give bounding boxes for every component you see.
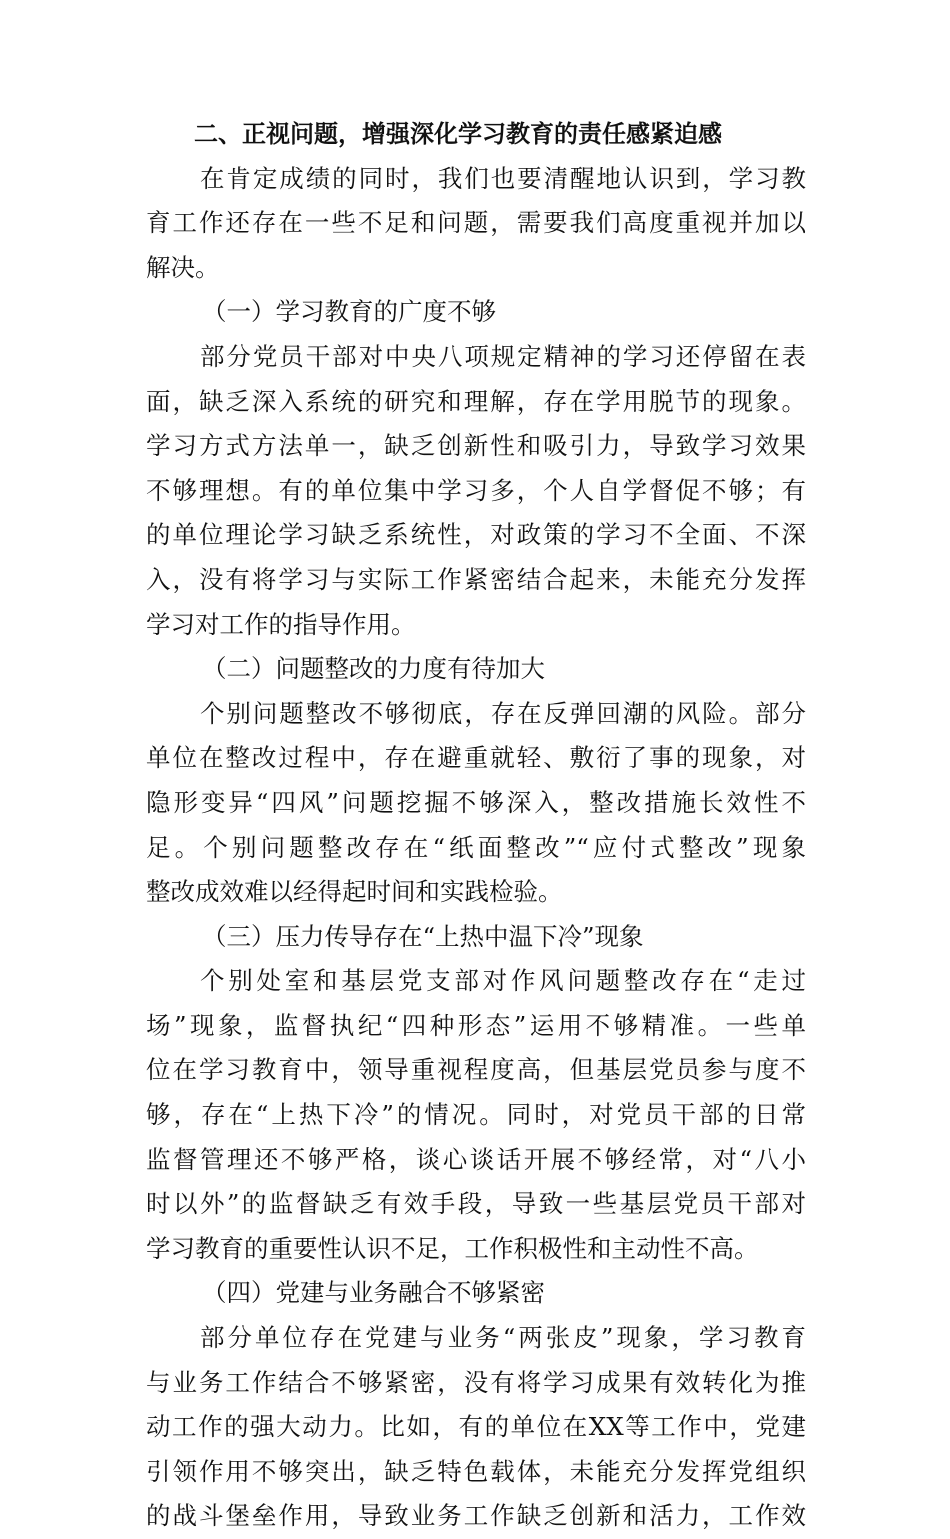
subsection-title: （一）学习教育的广度不够 [202, 297, 496, 327]
paragraph-line: 个别处室和基层党支部对作风问题整改存在“走过 [200, 966, 806, 996]
paragraph-line: 引领作用不够突出，缺乏特色载体，未能充分发挥党组织 [146, 1456, 806, 1486]
paragraph-line: 监督管理还不够严格，谈心谈话开展不够经常，对“八小 [146, 1144, 806, 1174]
subsection-4 [146, 1271, 806, 1539]
paragraph-line: 的单位理论学习缺乏系统性，对政策的学习不全面、不深 [146, 520, 806, 550]
paragraph-line: 入，没有将学习与实际工作紧密结合起来，未能充分发挥 [146, 564, 806, 594]
paragraph-line: 学习方式方法单一，缺乏创新性和吸引力，导致学习效果 [146, 431, 806, 461]
paragraph-line: 够，存在“上热下冷”的情况。同时，对党员干部的日常 [146, 1100, 806, 1130]
paragraph-line: 个别问题整改不够彻底，存在反弹回潮的风险。部分 [200, 698, 806, 728]
document-page [146, 112, 806, 1539]
paragraph-line: 解决。 [146, 252, 220, 282]
paragraph-line: 整改成效难以经得起时间和实践检验。 [146, 877, 563, 907]
paragraph-line: 在肯定成绩的同时，我们也要清醒地认识到，学习教 [200, 163, 806, 193]
paragraph-line: 学习对工作的指导作用。 [146, 609, 416, 639]
subsection-title: （四）党建与业务融合不够紧密 [202, 1278, 545, 1308]
paragraph-line: 学习教育的重要性认识不足，工作积极性和主动性不高。 [146, 1233, 759, 1263]
subsection-3 [146, 915, 806, 1272]
paragraph-line: 动工作的强大动力。比如，有的单位在XX等工作中，党建 [146, 1412, 806, 1442]
paragraph-line: 不够理想。有的单位集中学习多，个人自学督促不够；有 [146, 475, 806, 505]
subsection-title: （三）压力传导存在“上热中温下冷”现象 [202, 921, 644, 951]
paragraph-line: 育工作还存在一些不足和问题，需要我们高度重视并加以 [146, 208, 806, 238]
subsection-1 [146, 290, 806, 647]
paragraph-line: 位在学习教育中，领导重视程度高，但基层党员参与度不 [146, 1055, 806, 1085]
paragraph-line: 与业务工作结合不够紧密，没有将学习成果有效转化为推 [146, 1367, 806, 1397]
paragraph-line: 时以外”的监督缺乏有效手段，导致一些基层党员干部对 [146, 1189, 806, 1219]
paragraph-line: 的战斗堡垒作用，导致业务工作缺乏创新和活力，工作效 [146, 1501, 806, 1531]
paragraph-line: 部分单位存在党建与业务“两张皮”现象，学习教育 [200, 1323, 806, 1353]
paragraph-line: 足。个别问题整改存在“纸面整改”“应付式整改”现象 [146, 832, 806, 862]
subsection-2 [146, 647, 806, 915]
paragraph-line: 面，缺乏深入系统的研究和理解，存在学用脱节的现象。 [146, 386, 806, 416]
intro-paragraph [146, 157, 806, 291]
paragraph-line: 部分党员干部对中央八项规定精神的学习还停留在表 [200, 341, 806, 371]
section-title: 二、正视问题，增强深化学习教育的责任感紧迫感 [194, 120, 722, 148]
subsection-title: （二）问题整改的力度有待加大 [202, 654, 545, 684]
paragraph-line: 隐形变异“四风”问题挖掘不够深入，整改措施长效性不 [146, 787, 806, 817]
paragraph-line: 单位在整改过程中，存在避重就轻、敷衍了事的现象，对 [146, 743, 806, 773]
paragraph-line: 场”现象，监督执纪“四种形态”运用不够精准。一些单 [146, 1010, 806, 1040]
